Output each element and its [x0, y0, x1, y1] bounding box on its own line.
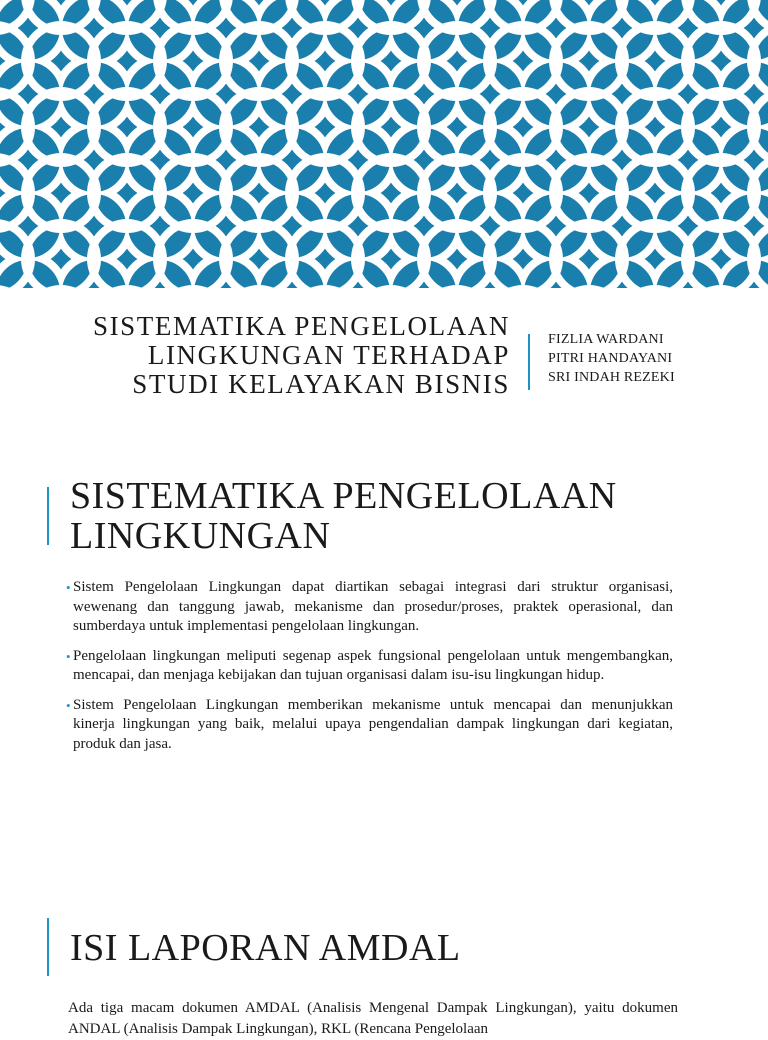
- author-name: SRI INDAH REZEKI: [548, 370, 675, 385]
- bullet-dot-icon: •: [66, 648, 71, 664]
- author-name: FIZLIA WARDANI: [548, 332, 664, 347]
- section-heading: ISI LAPORAN AMDAL: [70, 927, 461, 969]
- interlocking-circles-pattern: [0, 0, 768, 288]
- deck-title-line: SISTEMATIKA PENGELOLAAN: [92, 311, 510, 341]
- bullet-item: [66, 578, 673, 637]
- deck-title-line: LINGKUNGAN TERHADAP: [147, 340, 510, 370]
- slide-sistematika: [0, 470, 768, 800]
- bullet-text: Pengelolaan lingkungan meliputi segenap aspek fungsional pengelolaan untuk mengembangkan, mencapai, dan menjaga kebijakan dan tujuan organisasi dalam isu-isu lingkungan hidup.: [73, 647, 673, 683]
- author-name: PITRI HANDAYANI: [548, 351, 673, 366]
- bullet-item: [66, 647, 673, 686]
- section-heading-line: LINGKUNGAN: [70, 515, 331, 557]
- section-heading: [70, 476, 617, 556]
- title-slide: [0, 288, 768, 420]
- title-divider: [528, 334, 530, 390]
- bullet-dot-icon: •: [66, 697, 71, 713]
- bullet-list: [66, 578, 673, 764]
- intro-paragraph: Ada tiga macam dokumen AMDAL (Analisis Mengenal Dampak Lingkungan), yaitu dokumen ANDAL (Analisis Dampak Lingkungan), RKL (Rencana Pengelolaan: [68, 1000, 678, 1037]
- author-list: [548, 330, 675, 387]
- deck-title: [10, 312, 510, 399]
- bullet-item: [66, 696, 673, 755]
- bullet-dot-icon: •: [66, 580, 71, 595]
- deck-title-line: STUDI KELAYAKAN BISNIS: [132, 369, 510, 399]
- bullet-text: Sistem Pengelolaan Lingkungan memberikan mekanisme untuk mencapai dan menunjukkan kinerja lingkungan yang baik, melalui upaya pengendalian dampak lingkungan dari kegiatan, produk dan jasa.: [73, 696, 673, 752]
- heading-accent-bar: [47, 487, 49, 545]
- section-heading-line: SISTEMATIKA PENGELOLAAN: [70, 475, 617, 517]
- bullet-text: Sistem Pengelolaan Lingkungan dapat diartikan sebagai integrasi dari struktur organisasi, wewenang dan tanggung jawab, mekanisme dan prosedur/proses, praktek operasional, dan sumberdaya untuk implementasi pengelolaan lingkungan.: [73, 579, 673, 634]
- heading-accent-bar: [47, 918, 49, 976]
- pattern-banner: [0, 0, 768, 288]
